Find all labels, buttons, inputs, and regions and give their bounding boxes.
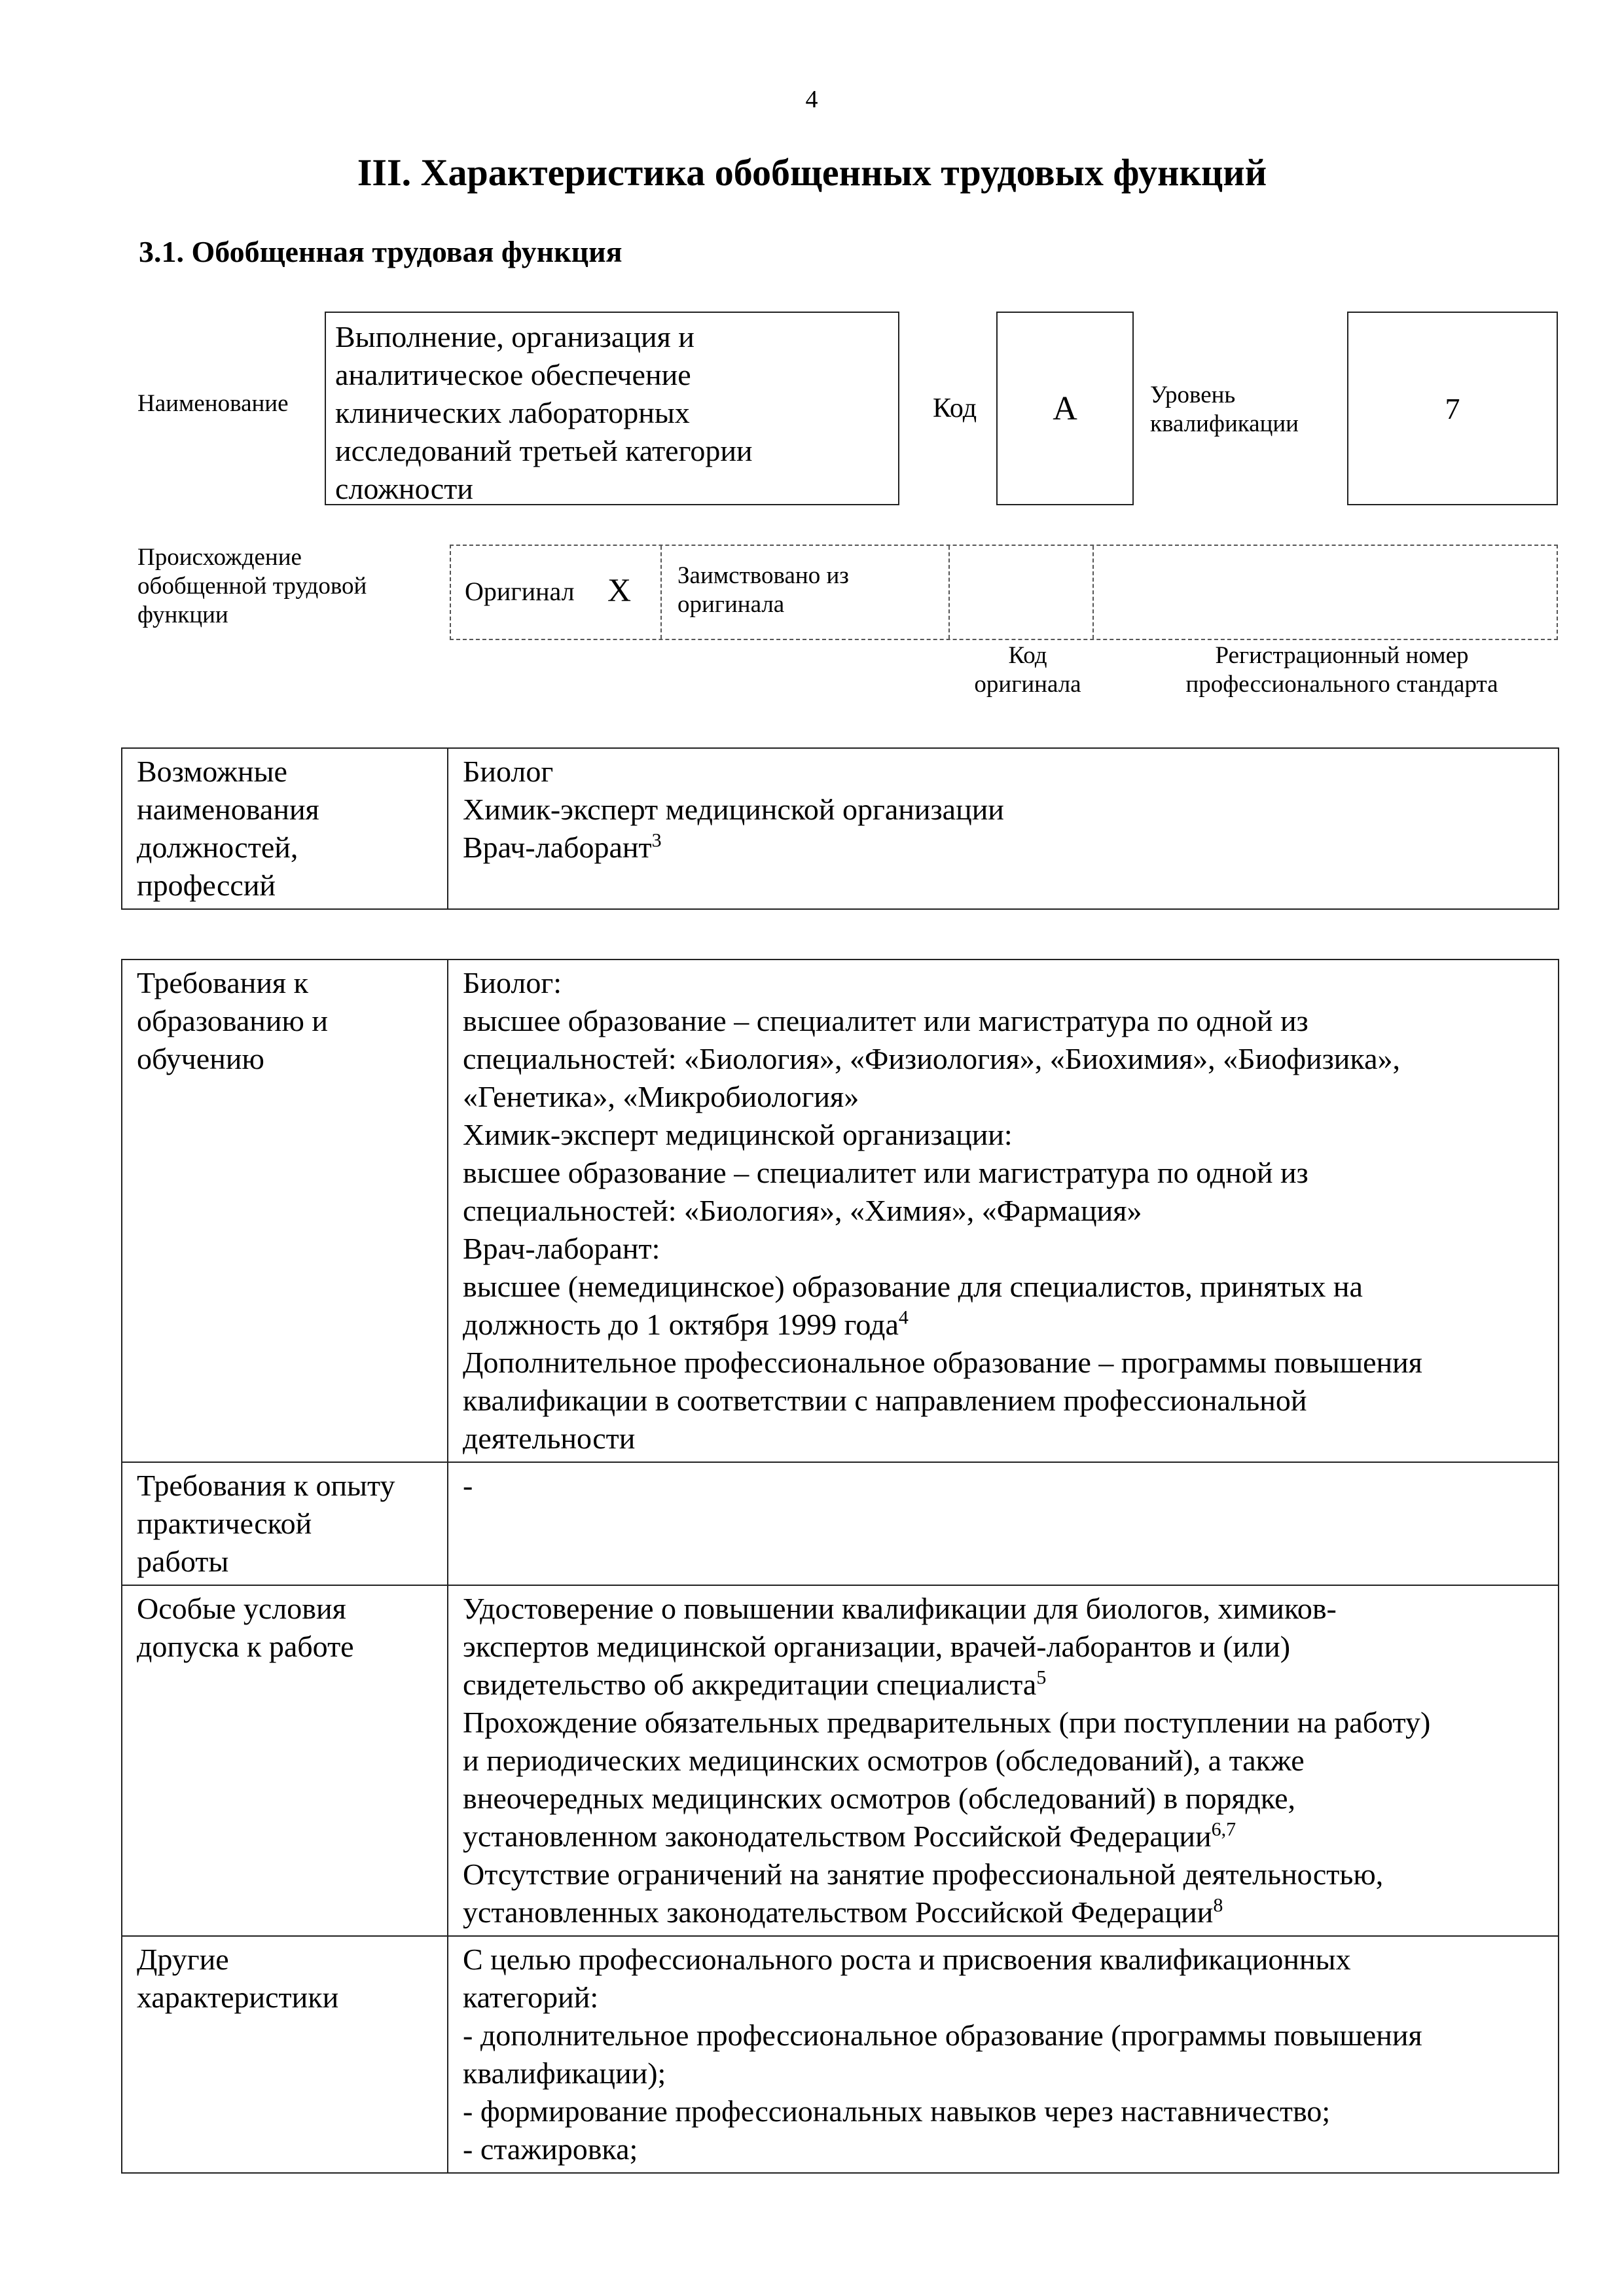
function-name-line: Выполнение, организация и (335, 320, 695, 353)
experience-label-cell (122, 1462, 448, 1585)
education-line: Врач-лаборант: (463, 1232, 660, 1265)
requirements-table (121, 959, 1559, 2174)
education-label-line: образованию и (137, 1004, 328, 1037)
table-row (122, 1936, 1559, 2173)
education-line: Биолог: (463, 966, 562, 999)
position-item: Химик-эксперт медицинской организации (463, 793, 1004, 826)
conditions-line-text: установленном законодательством Российской Федерации (463, 1820, 1212, 1853)
other-label-line: характеристики (137, 1981, 339, 2014)
conditions-line: внеочередных медицинских осмотров (обследований) в порядке, (463, 1782, 1296, 1815)
borrowed-label-line: Заимствовано из (677, 562, 849, 589)
conditions-label-line: Особые условия (137, 1592, 346, 1625)
level-label-line: Уровень (1150, 382, 1236, 408)
other-line: - дополнительное профессиональное образование (программы повышения (463, 2018, 1422, 2052)
position-item: Биолог (463, 755, 554, 788)
level-label-line: квалификации (1150, 410, 1299, 437)
caption-reg-number (1126, 641, 1558, 699)
function-name-line: сложности (335, 472, 473, 505)
experience-value-cell (448, 1462, 1559, 1585)
origin-divider (1092, 546, 1094, 639)
education-line: квалификации в соответствии с направлением профессиональной (463, 1384, 1307, 1417)
footnote-ref: 8 (1213, 1894, 1223, 1916)
subsection-title: 3.1. Обобщенная трудовая функция (139, 235, 623, 268)
other-value-cell (448, 1936, 1559, 2173)
function-name-line: исследований третьей категории (335, 434, 753, 467)
conditions-line: Удостоверение о повышении квалификации для биологов, химиков- (463, 1592, 1337, 1625)
caption-code-line: Код (1008, 642, 1047, 669)
positions-table (121, 747, 1559, 910)
borrowed-label-line: оригинала (677, 591, 785, 618)
table-row (122, 748, 1559, 909)
origin-divider (948, 546, 950, 639)
education-line: высшее образование – специалитет или магистратура по одной из (463, 1156, 1308, 1189)
level-value-box (1347, 312, 1558, 505)
function-name-line: клинических лабораторных (335, 396, 690, 429)
education-line: специальностей: «Биология», «Химия», «Фармация» (463, 1194, 1142, 1227)
conditions-label-line: допуска к работе (137, 1630, 354, 1663)
origin-label-line: обобщенной трудовой (137, 573, 367, 600)
caption-reg-line: Регистрационный номер (1215, 642, 1469, 669)
origin-label-line: Происхождение (137, 544, 302, 571)
experience-label-line: Требования к опыту (137, 1469, 395, 1502)
positions-label-line: Возможные (137, 755, 287, 788)
education-line: «Генетика», «Микробиология» (463, 1080, 859, 1113)
conditions-line (463, 1666, 1543, 1704)
level-label (1150, 381, 1299, 439)
level-value: 7 (1445, 391, 1460, 425)
education-line: высшее (немедицинское) образование для специалистов, принятых на (463, 1270, 1363, 1303)
other-line: категорий: (463, 1981, 599, 2014)
education-line: деятельности (463, 1422, 636, 1455)
conditions-label-cell (122, 1585, 448, 1936)
caption-code (943, 641, 1113, 699)
other-label-line: Другие (137, 1943, 229, 1976)
borrowed-label (677, 562, 849, 619)
conditions-line (463, 1818, 1543, 1856)
origin-label (137, 543, 367, 630)
footnote-ref: 5 (1036, 1666, 1047, 1689)
function-name-box (325, 312, 899, 505)
name-label: Наименование (137, 390, 289, 417)
table-row (122, 1462, 1559, 1585)
education-label-cell (122, 960, 448, 1462)
positions-label-line: наименования (137, 793, 319, 826)
code-value: А (1053, 389, 1077, 427)
conditions-line: Прохождение обязательных предварительных (при поступлении на работу) (463, 1706, 1431, 1739)
other-line: квалификации); (463, 2056, 666, 2090)
positions-label-line: профессий (137, 869, 276, 902)
conditions-line: экспертов медицинской организации, врачей-лаборантов и (или) (463, 1630, 1291, 1663)
experience-label-line: работы (137, 1545, 229, 1578)
position-item (463, 829, 1543, 867)
education-label-line: Требования к (137, 966, 308, 999)
footnote-ref: 3 (651, 829, 662, 852)
original-label: Оригинал (465, 577, 575, 606)
code-label: Код (933, 393, 977, 423)
conditions-line (463, 1893, 1543, 1931)
education-line: высшее образование – специалитет или магистратура по одной из (463, 1004, 1308, 1037)
education-line: специальностей: «Биология», «Физиология», «Биохимия», «Биофизика», (463, 1042, 1400, 1075)
conditions-line: и периодических медицинских осмотров (обследований), а также (463, 1744, 1305, 1777)
other-label-cell (122, 1936, 448, 2173)
table-row (122, 960, 1559, 1462)
conditions-line-text: установленных законодательством Российской Федерации (463, 1895, 1214, 1929)
education-line: Дополнительное профессиональное образование – программы повышения (463, 1346, 1422, 1379)
positions-label-line: должностей, (137, 831, 298, 864)
table-row (122, 1585, 1559, 1936)
footnote-ref: 4 (898, 1306, 909, 1329)
other-line: - формирование профессиональных навыков через наставничество; (463, 2094, 1331, 2128)
function-name-line: аналитическое обеспечение (335, 358, 691, 391)
experience-value: - (463, 1469, 473, 1502)
section-title: III. Характеристика обобщенных трудовых функций (357, 151, 1267, 194)
conditions-line: Отсутствие ограничений на занятие профессиональной деятельностью, (463, 1857, 1384, 1891)
code-value-box (996, 312, 1134, 505)
position-item-text: Врач-лаборант (463, 831, 652, 864)
positions-label-cell (122, 748, 448, 909)
page-number: 4 (805, 86, 818, 113)
conditions-value-cell (448, 1585, 1559, 1936)
origin-label-line: функции (137, 601, 228, 628)
conditions-line-text: свидетельство об аккредитации специалиста (463, 1668, 1037, 1701)
experience-label-line: практической (137, 1507, 312, 1540)
original-mark: Х (607, 571, 632, 608)
other-line: С целью профессионального роста и присвоения квалификационных (463, 1943, 1351, 1976)
education-line (463, 1306, 1543, 1344)
caption-reg-line: профессионального стандарта (1185, 671, 1498, 698)
origin-divider (660, 546, 662, 639)
other-line: - стажировка; (463, 2132, 638, 2166)
positions-value-cell (448, 748, 1559, 909)
education-line: Химик-эксперт медицинской организации: (463, 1118, 1013, 1151)
footnote-ref: 6,7 (1211, 1818, 1236, 1840)
caption-code-line: оригинала (974, 671, 1081, 698)
education-value-cell (448, 960, 1559, 1462)
education-line-text: должность до 1 октября 1999 года (463, 1308, 899, 1341)
education-label-line: обучению (137, 1042, 264, 1075)
